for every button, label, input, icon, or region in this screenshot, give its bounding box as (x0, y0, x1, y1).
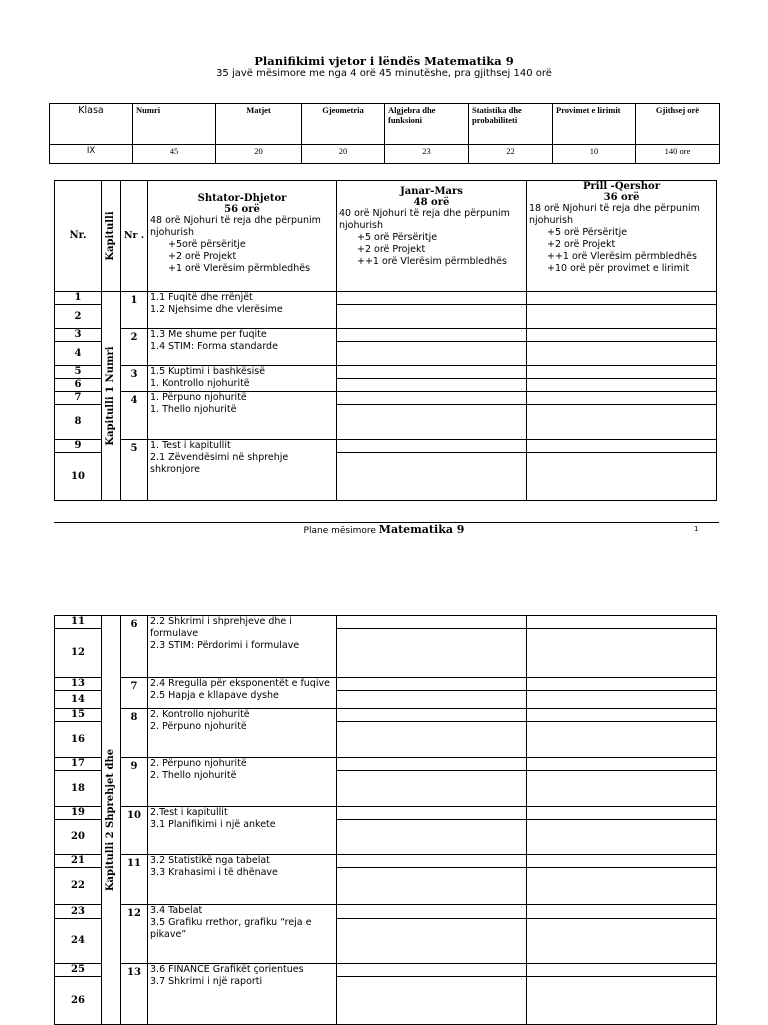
row-number: 15 (55, 709, 102, 722)
lesson-row (55, 366, 717, 379)
row-number: 17 (55, 758, 102, 771)
row-number: 13 (55, 678, 102, 691)
lesson-row (55, 807, 717, 820)
topic-cell (148, 964, 337, 1025)
topic-line: 1.2 Njehsime dhe vlerësime (150, 304, 283, 315)
lesson-number: 5 (121, 440, 148, 501)
topic-line: 1.5 Kuptimi i bashkësisë (150, 366, 266, 377)
term3-line: +2 orë Projekt (547, 239, 616, 250)
lesson-row (55, 758, 717, 771)
topic-cell (148, 616, 337, 678)
lesson-row (55, 855, 717, 868)
empty-plan-cell (337, 440, 527, 453)
empty-plan-cell (337, 709, 527, 722)
term3-line: 18 orë Njohuri të reja dhe përpunim njohurish (529, 203, 700, 226)
row-number: 23 (55, 905, 102, 919)
chapter-label: Kapitulli 1 Numri (105, 346, 116, 446)
topic-line: 2. Përpuno njohuritë (150, 721, 247, 732)
row-number: 3 (55, 329, 102, 342)
term2-title: Janar-Mars (400, 186, 463, 197)
header-term2 (337, 181, 527, 292)
summary-header-provimet: Provimet e lirimit (553, 104, 636, 145)
topic-line: 1.3 Me shume per fuqite (150, 329, 267, 340)
summary-value-matjet: 20 (216, 145, 302, 164)
empty-plan-cell (527, 964, 717, 977)
empty-plan-cell (337, 292, 527, 305)
empty-plan-cell (527, 905, 717, 919)
topic-line: 2.Test i kapitullit (150, 807, 228, 818)
empty-plan-cell (527, 709, 717, 722)
topic-cell (148, 440, 337, 501)
row-number: 12 (55, 629, 102, 678)
lesson-number: 12 (121, 905, 148, 964)
empty-plan-cell (527, 919, 717, 964)
empty-plan-cell (337, 855, 527, 868)
lesson-row (55, 329, 717, 342)
row-number: 6 (55, 379, 102, 392)
header-term3 (527, 181, 717, 292)
lesson-row (55, 709, 717, 722)
summary-value-algjebra: 23 (385, 145, 469, 164)
empty-plan-cell (527, 453, 717, 501)
lesson-number: 6 (121, 616, 148, 678)
empty-plan-cell (337, 329, 527, 342)
lesson-row (55, 964, 717, 977)
empty-plan-cell (527, 405, 717, 440)
topic-line: 3.2 Statistikë nga tabelat (150, 855, 270, 866)
lesson-row (55, 292, 717, 305)
topic-line: 2. Thello njohuritë (150, 770, 237, 781)
topic-line: 1.4 STIM: Forma standarde (150, 341, 278, 352)
topic-cell (148, 855, 337, 905)
term1-line: +2 orë Projekt (168, 251, 237, 262)
topic-line: 3.5 Grafiku rrethor, grafiku “reja e pikave” (150, 917, 312, 940)
row-number: 22 (55, 868, 102, 905)
summary-table (49, 103, 720, 164)
empty-plan-cell (527, 758, 717, 771)
topic-cell (148, 905, 337, 964)
empty-plan-cell (527, 855, 717, 868)
empty-plan-cell (527, 868, 717, 905)
empty-plan-cell (527, 691, 717, 709)
empty-plan-cell (527, 629, 717, 678)
empty-plan-cell (337, 820, 527, 855)
lesson-number: 3 (121, 366, 148, 392)
row-number: 1 (55, 292, 102, 305)
row-number: 14 (55, 691, 102, 709)
row-number: 18 (55, 771, 102, 807)
topic-line: 3.6 FINANCË Grafikët çorientues (150, 964, 304, 975)
empty-plan-cell (337, 678, 527, 691)
empty-plan-cell (527, 379, 717, 392)
term3-hours: 36 orë (603, 192, 640, 203)
topic-line: 1. Kontrollo njohuritë (150, 378, 250, 389)
term3-line: ++1 orë Vlerësim përmbledhës (547, 251, 697, 262)
term1-hours: 56 orë (224, 204, 260, 215)
term1-line: 48 orë Njohuri të reja dhe përpunim njohurish (150, 215, 321, 238)
empty-plan-cell (527, 305, 717, 329)
empty-plan-cell (337, 758, 527, 771)
topic-cell (148, 366, 337, 392)
header-kapitulli-label: Kapitulli (105, 211, 116, 261)
plan-table-page-2 (54, 615, 717, 1025)
term2-line: ++1 orë Vlerësim përmbledhës (357, 256, 507, 267)
topic-cell (148, 758, 337, 807)
summary-value-gjithsej: 140 ore (636, 145, 720, 164)
topic-line: 2.2 Shkrimi i shprehjeve dhe i formulave (150, 616, 292, 639)
empty-plan-cell (337, 392, 527, 405)
row-number: 5 (55, 366, 102, 379)
empty-plan-cell (337, 691, 527, 709)
empty-plan-cell (337, 405, 527, 440)
empty-plan-cell (337, 964, 527, 977)
topic-line: 2.1 Zëvendësimi në shprehje shkronjore (150, 452, 289, 475)
topic-line: 2.3 STIM: Përdorimi i formulave (150, 640, 300, 651)
empty-plan-cell (337, 453, 527, 501)
topic-line: 3.4 Tabelat (150, 905, 203, 916)
summary-value-provimet: 10 (553, 145, 636, 164)
topic-cell (148, 678, 337, 709)
row-number: 20 (55, 820, 102, 855)
summary-header-algjebra: Algjebra dhe funksioni (385, 104, 469, 145)
row-number: 24 (55, 919, 102, 964)
topic-cell (148, 709, 337, 758)
lesson-row (55, 440, 717, 453)
term3-line: +10 orë për provimet e lirimit (547, 263, 690, 274)
page-footer (0, 523, 768, 536)
empty-plan-cell (337, 616, 527, 629)
row-number: 2 (55, 305, 102, 329)
row-number: 10 (55, 453, 102, 501)
row-number: 21 (55, 855, 102, 868)
summary-header-statistika: Statistika dhe probabiliteti (469, 104, 553, 145)
empty-plan-cell (527, 392, 717, 405)
topic-line: 1. Test i kapitullit (150, 440, 231, 451)
empty-plan-cell (527, 807, 717, 820)
empty-plan-cell (337, 919, 527, 964)
empty-plan-cell (337, 722, 527, 758)
empty-plan-cell (337, 366, 527, 379)
summary-header-klasa: Klasa (50, 104, 133, 145)
row-number: 9 (55, 440, 102, 453)
summary-header-gjithsej: Gjithsej orë (636, 104, 720, 145)
row-number: 4 (55, 342, 102, 366)
summary-header-numri: Numri (133, 104, 216, 145)
topic-line: 1. Përpuno njohuritë (150, 392, 247, 403)
topic-line: 3.1 Planifikimi i një ankete (150, 819, 276, 830)
summary-value-statistika: 22 (469, 145, 553, 164)
empty-plan-cell (527, 678, 717, 691)
row-number: 26 (55, 977, 102, 1025)
topic-cell (148, 392, 337, 440)
summary-value-klasa: IX (50, 145, 133, 164)
empty-plan-cell (337, 379, 527, 392)
lesson-number: 2 (121, 329, 148, 366)
term1-line: +5orë përsëritje (168, 239, 246, 250)
empty-plan-cell (337, 629, 527, 678)
empty-plan-cell (527, 977, 717, 1025)
empty-plan-cell (337, 977, 527, 1025)
lesson-number: 9 (121, 758, 148, 807)
term1-line: +1 orë Vlerësim përmbledhës (168, 263, 311, 274)
row-number: 11 (55, 616, 102, 629)
lesson-number: 4 (121, 392, 148, 440)
term3-title: Prill -Qershor (583, 181, 660, 192)
topic-cell (148, 292, 337, 329)
topic-cell (148, 807, 337, 855)
summary-header-gjeometria: Gjeometria (302, 104, 385, 145)
summary-header-matjet: Matjet (216, 104, 302, 145)
topic-line: 2. Kontrollo njohuritë (150, 709, 250, 720)
topic-line: 2. Përpuno njohuritë (150, 758, 247, 769)
topic-line: 1.1 Fuqitë dhe rrënjët (150, 292, 253, 303)
lesson-number: 10 (121, 807, 148, 855)
header-kapitulli (102, 181, 121, 292)
row-number: 19 (55, 807, 102, 820)
footer-prefix: Plane mësimore (303, 526, 376, 536)
row-number: 16 (55, 722, 102, 758)
document-title: Planifikimi vjetor i lëndës Matematika 9 (254, 54, 514, 68)
summary-value-numri: 45 (133, 145, 216, 164)
lesson-number: 11 (121, 855, 148, 905)
term2-line: 40 orë Njohuri të reja dhe përpunim njohurish (339, 208, 510, 231)
page-number: 1 (694, 525, 699, 533)
empty-plan-cell (337, 868, 527, 905)
empty-plan-cell (527, 292, 717, 305)
summary-header-row (50, 104, 720, 145)
empty-plan-cell (337, 305, 527, 329)
row-number: 25 (55, 964, 102, 977)
empty-plan-cell (527, 722, 717, 758)
term2-line: +2 orë Projekt (357, 244, 426, 255)
empty-plan-cell (527, 820, 717, 855)
lesson-row (55, 616, 717, 629)
lesson-row (55, 905, 717, 919)
lesson-number: 7 (121, 678, 148, 709)
header-nr: Nr. (55, 181, 102, 292)
chapter-cell (102, 292, 121, 501)
document-subtitle: 35 javë mësimore me nga 4 orë 45 minutëshe, pra gjithsej 140 orë (216, 68, 552, 79)
row-number: 8 (55, 405, 102, 440)
summary-value-gjeometria: 20 (302, 145, 385, 164)
topic-line: 3.3 Krahasimi i të dhënave (150, 867, 278, 878)
empty-plan-cell (337, 771, 527, 807)
plan-header-row (55, 181, 717, 292)
lesson-row (55, 678, 717, 691)
topic-line: 1. Thello njohuritë (150, 404, 237, 415)
empty-plan-cell (527, 342, 717, 366)
chapter-cell (102, 616, 121, 1025)
header-term1 (148, 181, 337, 292)
empty-plan-cell (337, 807, 527, 820)
empty-plan-cell (527, 440, 717, 453)
lesson-row (55, 392, 717, 405)
lesson-number: 1 (121, 292, 148, 329)
row-number: 7 (55, 392, 102, 405)
term3-line: +5 orë Përsëritje (547, 227, 628, 238)
chapter-label: Kapitulli 2 Shprehjet dhe (105, 748, 116, 892)
plan-table-page-1 (54, 180, 717, 501)
header-nr-lesson: Nr . (121, 181, 148, 292)
term2-hours: 48 orë (413, 197, 450, 208)
summary-value-row (50, 145, 720, 164)
empty-plan-cell (527, 366, 717, 379)
footer-subject: Matematika 9 (378, 523, 465, 536)
empty-plan-cell (527, 771, 717, 807)
term2-line: +5 orë Përsëritje (357, 232, 438, 243)
term1-title: Shtator-Dhjetor (197, 193, 287, 204)
empty-plan-cell (527, 329, 717, 342)
topic-line: 3.7 Shkrimi i një raporti (150, 976, 263, 987)
empty-plan-cell (337, 342, 527, 366)
lesson-number: 8 (121, 709, 148, 758)
empty-plan-cell (527, 616, 717, 629)
lesson-number: 13 (121, 964, 148, 1025)
topic-line: 2.4 Rregulla për eksponentët e fuqive 2.5 Hapja e kllapave dyshe (150, 678, 330, 701)
topic-cell (148, 329, 337, 366)
empty-plan-cell (337, 905, 527, 919)
